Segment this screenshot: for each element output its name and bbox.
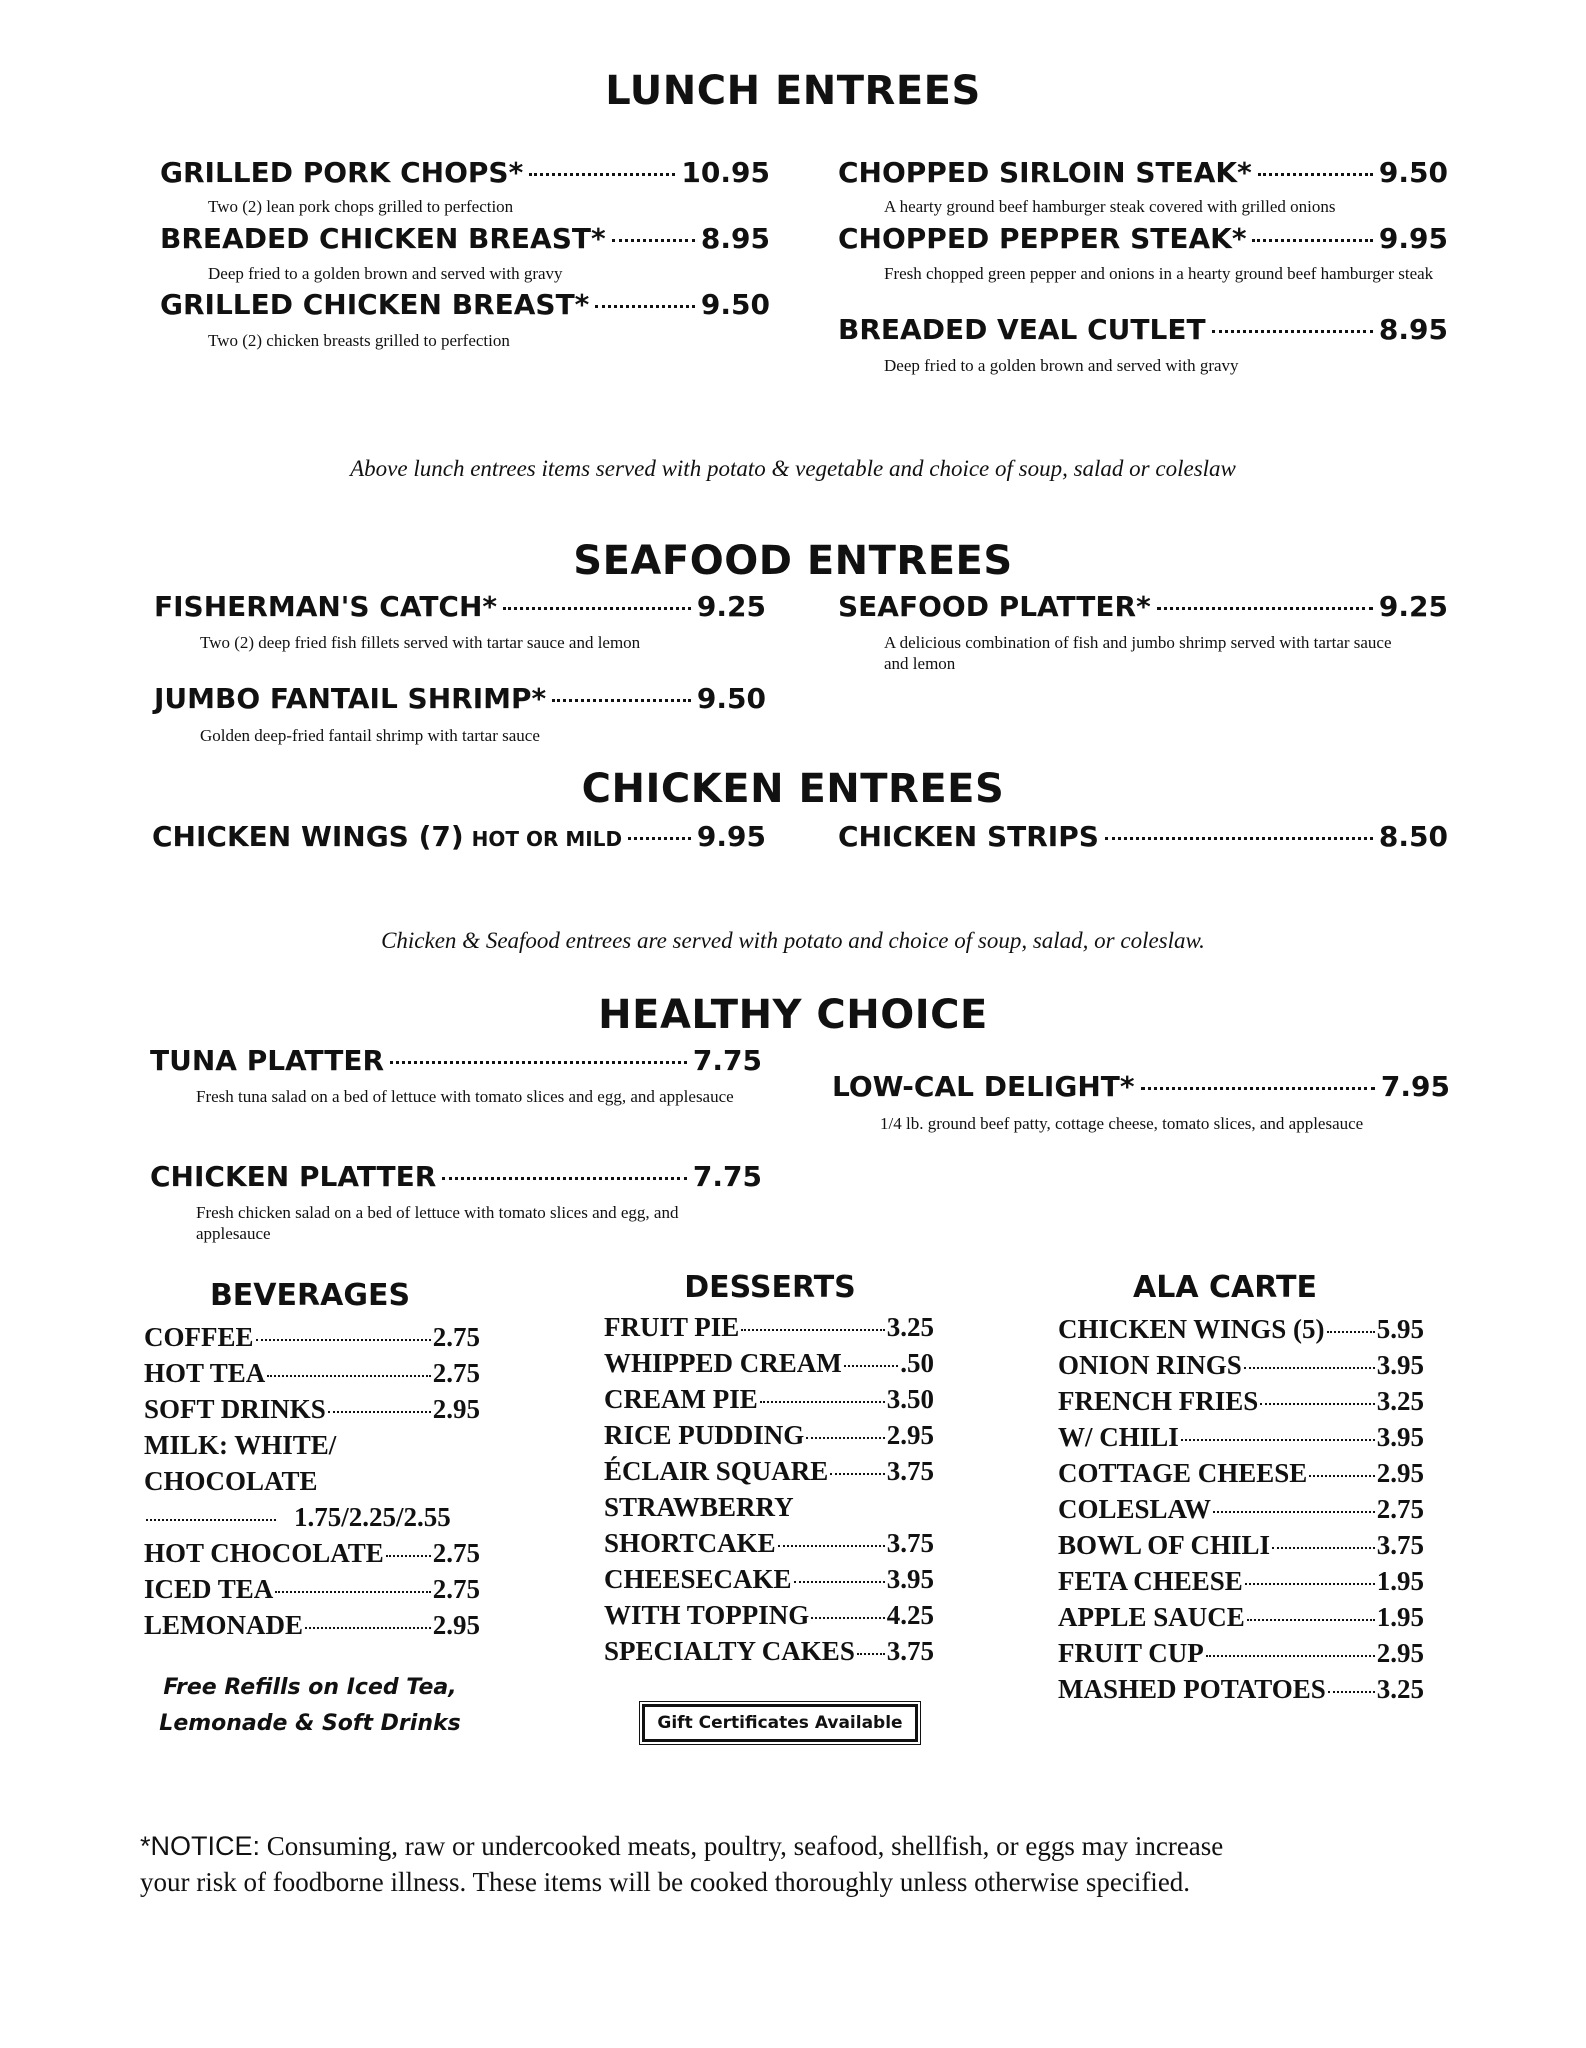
item-name: CHICKEN WINGS (5) <box>1058 1314 1325 1344</box>
item-name: CHOPPED SIRLOIN STEAK* <box>838 156 1252 189</box>
beverages-list <box>144 1322 480 1646</box>
dot-leader <box>1141 1087 1375 1090</box>
item-price: 1.95 <box>1376 1566 1424 1596</box>
list-item <box>144 1502 480 1538</box>
dot-leader <box>1272 1547 1375 1549</box>
dot-leader <box>1212 330 1373 333</box>
dot-leader <box>811 1617 884 1619</box>
item-name: FRUIT CUP <box>1058 1638 1204 1668</box>
item-name: COTTAGE CHEESE <box>1058 1458 1308 1488</box>
dot-leader <box>612 239 695 242</box>
free-refills-note <box>140 1670 480 1742</box>
dot-leader <box>794 1581 885 1583</box>
item-name: CHICKEN WINGS (7) <box>152 820 464 853</box>
menu-item-tuna-platter <box>150 1044 762 1077</box>
item-price: 3.25 <box>1376 1386 1424 1416</box>
item-description: Two (2) deep fried fish fillets served with tartar sauce and lemon <box>200 633 641 652</box>
item-price: 2.95 <box>1376 1458 1424 1488</box>
ala-carte-list <box>1058 1314 1424 1710</box>
list-item <box>604 1420 934 1456</box>
list-item <box>144 1358 480 1394</box>
item-price: 3.50 <box>886 1384 934 1414</box>
item-description: Fresh tuna salad on a bed of lettuce with tomato slices and egg, and applesauce <box>196 1087 734 1106</box>
item-name: ONION RINGS <box>1058 1350 1242 1380</box>
item-description: A delicious combination of fish and jumbo shrimp served with tartar sauce and lemon <box>884 633 1392 673</box>
dot-leader <box>529 173 675 176</box>
item-name: BOWL OF CHILI <box>1058 1530 1271 1560</box>
dot-leader <box>1245 1583 1375 1585</box>
item-price: 3.25 <box>886 1312 934 1342</box>
item-price: 2.95 <box>432 1610 480 1640</box>
item-name: HOT TEA <box>144 1358 266 1388</box>
item-name: CHICKEN PLATTER <box>150 1160 437 1193</box>
desserts-title: DESSERTS <box>684 1270 856 1305</box>
menu-item-low-cal-delight <box>832 1070 1450 1103</box>
dot-leader <box>830 1473 884 1475</box>
dot-leader <box>442 1177 687 1180</box>
dot-leader <box>1213 1511 1375 1513</box>
dot-leader <box>503 607 691 610</box>
dot-leader <box>1206 1655 1375 1657</box>
list-item <box>604 1636 934 1672</box>
dot-leader <box>595 305 695 308</box>
item-price: 2.75 <box>432 1358 480 1388</box>
dot-leader <box>267 1375 430 1377</box>
dot-leader <box>1260 1403 1374 1405</box>
item-price: 3.95 <box>886 1564 934 1594</box>
item-price: 2.75 <box>432 1574 480 1604</box>
item-name: APPLE SAUCE <box>1058 1602 1245 1632</box>
menu-item-grilled-pork-chops <box>160 156 770 189</box>
item-price: 2.95 <box>886 1420 934 1450</box>
food-safety-notice <box>140 1828 1470 1900</box>
desserts-list <box>604 1312 934 1672</box>
dot-leader <box>806 1437 884 1439</box>
menu-item-breaded-chicken-breast <box>160 222 770 255</box>
item-name: SOFT DRINKS <box>144 1394 326 1424</box>
list-item <box>144 1430 480 1466</box>
item-name: STRAWBERRY <box>604 1492 794 1522</box>
dot-leader <box>1181 1439 1375 1441</box>
dot-leader <box>1247 1619 1375 1621</box>
item-name: CHEESECAKE <box>604 1564 792 1594</box>
item-price: 2.75 <box>1376 1494 1424 1524</box>
list-item <box>1058 1458 1424 1494</box>
list-item <box>1058 1530 1424 1566</box>
dot-leader <box>390 1061 687 1064</box>
lunch-entrees-note: Above lunch entrees items served with potato & vegetable and choice of soup, salad or coleslaw <box>350 456 1236 481</box>
menu-item-seafood-platter <box>838 590 1448 623</box>
item-price: 7.75 <box>692 1160 762 1193</box>
item-name: LEMONADE <box>144 1610 304 1640</box>
list-item <box>144 1574 480 1610</box>
menu-item-chicken-strips <box>838 820 1448 853</box>
item-name: CHOPPED PEPPER STEAK* <box>838 222 1247 255</box>
list-item <box>144 1466 480 1502</box>
item-price: 1.75/2.25/2.55 <box>294 1502 451 1532</box>
item-price: 3.75 <box>886 1636 934 1666</box>
item-price: 10.95 <box>681 156 770 189</box>
list-item <box>144 1322 480 1358</box>
list-item <box>604 1384 934 1420</box>
item-price: 7.95 <box>1380 1070 1450 1103</box>
item-name: ÉCLAIR SQUARE <box>604 1456 829 1486</box>
item-name: WITH TOPPING <box>604 1600 810 1630</box>
item-name: W/ CHILI <box>1058 1422 1179 1452</box>
item-price: 8.95 <box>1378 313 1448 346</box>
item-price: 3.75 <box>886 1456 934 1486</box>
item-name: TUNA PLATTER <box>150 1044 385 1077</box>
item-description: Fresh chicken salad on a bed of lettuce with tomato slices and egg, and applesauce <box>196 1203 679 1243</box>
item-name: BREADED VEAL CUTLET <box>838 313 1206 346</box>
dot-leader <box>275 1591 430 1593</box>
item-name: SPECIALTY CAKES <box>604 1636 855 1666</box>
item-name: FRUIT PIE <box>604 1312 740 1342</box>
dot-leader <box>1328 1691 1375 1693</box>
item-name: GRILLED CHICKEN BREAST* <box>160 288 590 321</box>
list-item <box>604 1492 934 1528</box>
seafood-entrees-title: SEAFOOD ENTREES <box>573 538 1013 584</box>
dot-leader <box>741 1329 884 1331</box>
list-item <box>1058 1386 1424 1422</box>
item-name-suffix: HOT OR MILD <box>471 827 623 851</box>
list-item <box>604 1456 934 1492</box>
item-name: COLESLAW <box>1058 1494 1212 1524</box>
item-description: Two (2) lean pork chops grilled to perfection <box>208 197 514 216</box>
list-item <box>604 1528 934 1564</box>
list-item <box>144 1610 480 1646</box>
dot-leader <box>386 1555 431 1557</box>
notice-line: your risk of foodborne illness. These items will be cooked thoroughly unless otherwise specified. <box>140 1867 1191 1897</box>
dot-leader <box>1105 837 1373 840</box>
list-item <box>604 1600 934 1636</box>
healthy-choice-title: HEALTHY CHOICE <box>598 992 988 1038</box>
item-name: RICE PUDDING <box>604 1420 805 1450</box>
item-price: 7.75 <box>692 1044 762 1077</box>
ala-carte-title: ALA CARTE <box>1133 1270 1317 1305</box>
chicken-entrees-title: CHICKEN ENTREES <box>581 766 1005 812</box>
dot-leader <box>1252 239 1372 242</box>
dot-leader <box>628 837 691 840</box>
list-item <box>144 1394 480 1430</box>
list-item <box>1058 1638 1424 1674</box>
lunch-entrees-title: LUNCH ENTREES <box>605 68 981 114</box>
item-price: 3.75 <box>886 1528 934 1558</box>
item-price: 2.75 <box>432 1538 480 1568</box>
item-name: HOT CHOCOLATE <box>144 1538 384 1568</box>
item-price: 9.50 <box>696 682 766 715</box>
item-price: 3.25 <box>1376 1674 1424 1704</box>
item-name: SEAFOOD PLATTER* <box>838 590 1151 623</box>
list-item <box>604 1564 934 1600</box>
item-name: BREADED CHICKEN BREAST* <box>160 222 606 255</box>
item-description: Golden deep-fried fantail shrimp with tartar sauce <box>200 726 540 745</box>
dot-leader <box>1157 607 1373 610</box>
item-name: MASHED POTATOES <box>1058 1674 1326 1704</box>
dot-leader <box>1309 1475 1374 1477</box>
item-price: 9.95 <box>696 820 766 853</box>
dot-leader <box>857 1653 885 1655</box>
list-item <box>1058 1314 1424 1350</box>
item-name: COFFEE <box>144 1322 254 1352</box>
list-item <box>1058 1674 1424 1710</box>
item-description: Deep fried to a golden brown and served with gravy <box>208 264 563 283</box>
item-name: GRILLED PORK CHOPS* <box>160 156 524 189</box>
list-item <box>1058 1350 1424 1386</box>
item-name: SHORTCAKE <box>604 1528 776 1558</box>
item-price: .50 <box>900 1348 934 1378</box>
menu-item-grilled-chicken-breast <box>160 288 770 321</box>
item-price: 5.95 <box>1376 1314 1424 1344</box>
dot-leader <box>844 1365 899 1367</box>
notice-text: Consuming, raw or undercooked meats, poultry, seafood, shellfish, or eggs may increase <box>260 1831 1224 1861</box>
item-description: Fresh chopped green pepper and onions in a hearty ground beef hamburger steak <box>884 264 1434 283</box>
item-price: 9.50 <box>700 288 770 321</box>
list-item <box>604 1312 934 1348</box>
item-price: 3.95 <box>1376 1422 1424 1452</box>
item-price: 3.95 <box>1376 1350 1424 1380</box>
dot-leader <box>760 1401 885 1403</box>
item-description: 1/4 lb. ground beef patty, cottage cheese, tomato slices, and applesauce <box>880 1114 1364 1133</box>
item-price: 8.95 <box>700 222 770 255</box>
beverages-title: BEVERAGES <box>209 1278 411 1313</box>
item-name: FETA CHEESE <box>1058 1566 1243 1596</box>
dot-leader <box>778 1545 885 1547</box>
dot-leader <box>1327 1331 1375 1333</box>
item-name: JUMBO FANTAIL SHRIMP* <box>154 682 547 715</box>
menu-item-jumbo-fantail-shrimp <box>154 682 766 715</box>
gift-certificates-badge: Gift Certificates Available <box>642 1704 918 1742</box>
item-price: 8.50 <box>1378 820 1448 853</box>
menu-item-fishermans-catch <box>154 590 766 623</box>
item-description: Deep fried to a golden brown and served with gravy <box>884 356 1239 375</box>
item-price: 2.75 <box>432 1322 480 1352</box>
item-name: FISHERMAN'S CATCH* <box>154 590 498 623</box>
dot-leader <box>552 699 691 702</box>
list-item <box>1058 1566 1424 1602</box>
item-description: Two (2) chicken breasts grilled to perfection <box>208 331 510 350</box>
item-price: 9.95 <box>1378 222 1448 255</box>
refill-line: Free Refills on Iced Tea, <box>163 1675 457 1700</box>
item-price: 9.25 <box>1378 590 1448 623</box>
dot-leader <box>146 1519 276 1521</box>
dot-leader <box>256 1339 431 1341</box>
item-price: 2.95 <box>432 1394 480 1424</box>
item-name: MILK: WHITE/ <box>144 1430 337 1460</box>
item-price: 4.25 <box>886 1600 934 1630</box>
notice-line <box>140 1828 1470 1864</box>
item-description: A hearty ground beef hamburger steak covered with grilled onions <box>884 197 1336 216</box>
item-name: CREAM PIE <box>604 1384 758 1414</box>
menu-item-chicken-platter <box>150 1160 762 1193</box>
menu-item-breaded-veal-cutlet <box>838 313 1448 346</box>
item-name-continued: CHOCOLATE <box>144 1466 318 1496</box>
list-item <box>604 1348 934 1384</box>
list-item <box>1058 1602 1424 1638</box>
item-price: 9.25 <box>696 590 766 623</box>
item-name: ICED TEA <box>144 1574 274 1604</box>
item-name: LOW-CAL DELIGHT* <box>832 1070 1135 1103</box>
menu-item-chopped-sirloin-steak <box>838 156 1448 189</box>
item-price: 2.95 <box>1376 1638 1424 1668</box>
dot-leader <box>328 1411 431 1413</box>
chicken-seafood-note: Chicken & Seafood entrees are served with potato and choice of soup, salad, or coleslaw. <box>381 928 1205 953</box>
dot-leader <box>1258 173 1373 176</box>
item-name: CHICKEN STRIPS <box>838 820 1099 853</box>
item-price: 9.50 <box>1378 156 1448 189</box>
item-price: 1.95 <box>1376 1602 1424 1632</box>
list-item <box>144 1538 480 1574</box>
menu-item-chopped-pepper-steak <box>838 222 1448 255</box>
refill-line: Lemonade & Soft Drinks <box>159 1711 461 1736</box>
menu-item-chicken-wings <box>152 820 766 853</box>
dot-leader <box>1244 1367 1375 1369</box>
list-item <box>1058 1494 1424 1530</box>
list-item <box>1058 1422 1424 1458</box>
item-price: 3.75 <box>1376 1530 1424 1560</box>
dot-leader <box>305 1627 431 1629</box>
item-name: FRENCH FRIES <box>1058 1386 1259 1416</box>
item-name: WHIPPED CREAM <box>604 1348 842 1378</box>
notice-label: *NOTICE: <box>140 1831 261 1861</box>
